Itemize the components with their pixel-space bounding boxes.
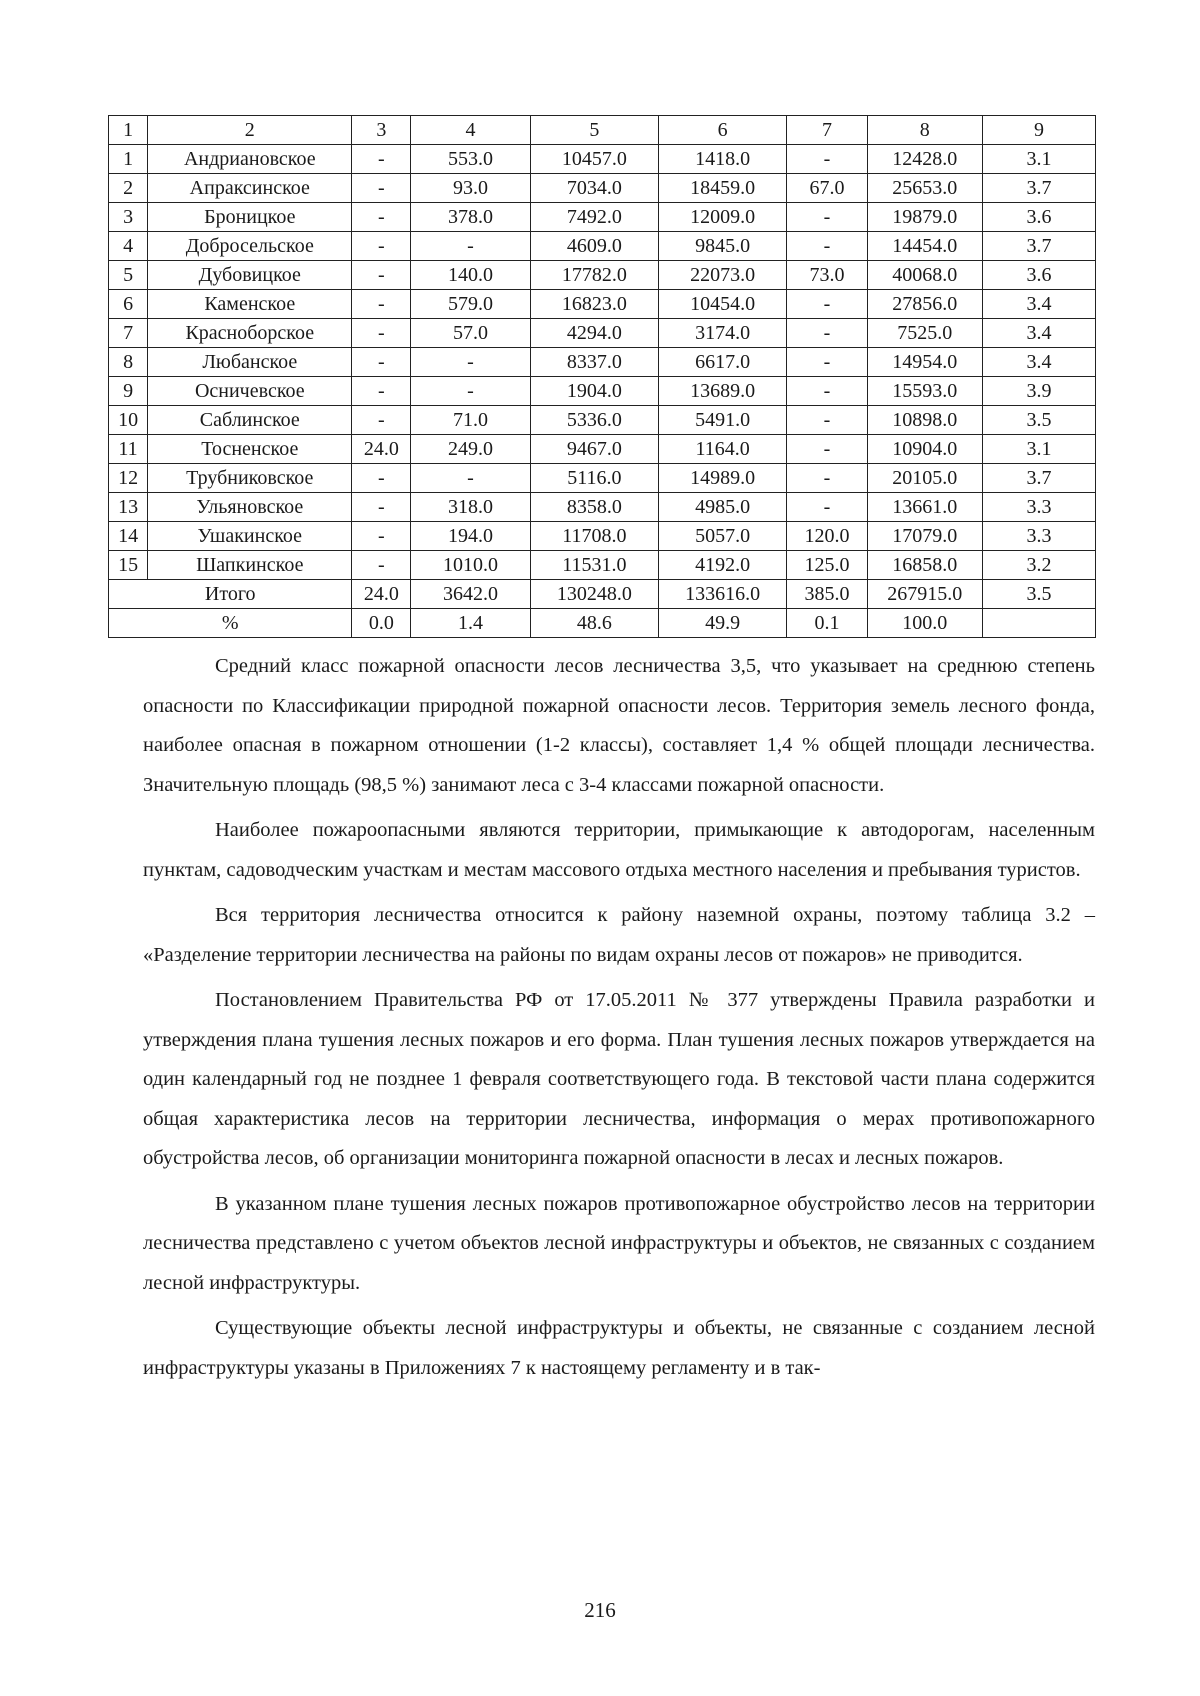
table-cell: 4609.0 — [530, 232, 658, 261]
table-cell: 3.2 — [982, 551, 1095, 580]
table-cell: 67.0 — [787, 174, 867, 203]
table-cell: 17079.0 — [867, 522, 982, 551]
table-cell: - — [352, 319, 411, 348]
district-name-cell: Шапкинское — [148, 551, 352, 580]
table-cell: 10 — [109, 406, 148, 435]
table-cell: 3.6 — [982, 203, 1095, 232]
total-cell: 24.0 — [352, 580, 411, 609]
table-cell: 3.1 — [982, 145, 1095, 174]
header-cell: 2 — [148, 116, 352, 145]
table-row — [109, 232, 1096, 261]
table-cell: - — [787, 232, 867, 261]
table-cell: - — [411, 348, 531, 377]
table-cell: 120.0 — [787, 522, 867, 551]
table-cell: - — [352, 551, 411, 580]
table-cell: 11708.0 — [530, 522, 658, 551]
table-cell: 8358.0 — [530, 493, 658, 522]
table-cell: - — [352, 174, 411, 203]
total-cell: 3642.0 — [411, 580, 531, 609]
district-name-cell: Апраксинское — [148, 174, 352, 203]
table-row — [109, 551, 1096, 580]
table-cell: 27856.0 — [867, 290, 982, 319]
table-cell: 14989.0 — [658, 464, 786, 493]
district-name-cell: Осничевское — [148, 377, 352, 406]
page-number: 216 — [584, 1598, 616, 1622]
table-cell: 3.7 — [982, 232, 1095, 261]
table-row — [109, 203, 1096, 232]
table-cell: - — [352, 261, 411, 290]
district-name-cell: Броницкое — [148, 203, 352, 232]
table-cell: 4 — [109, 232, 148, 261]
table-cell: 1010.0 — [411, 551, 531, 580]
table-cell: 3174.0 — [658, 319, 786, 348]
table-cell: 5057.0 — [658, 522, 786, 551]
district-name-cell: Трубниковское — [148, 464, 352, 493]
table-cell: 25653.0 — [867, 174, 982, 203]
district-name-cell: Дубовицкое — [148, 261, 352, 290]
paragraph: Постановлением Правительства РФ от 17.05.2011 № 377 утверждены Правила разработки и утверждения плана тушения лесных пожаров и его форма. План тушения лесных пожаров утверждается на один календарный год не позднее 1 февраля соответствующего года. В текстовой части плана содержится общая характеристика лесов на территории лесничества, информация о мерах противопожарного обустройства лесов, об организации мониторинга пожарной опасности в лесах и лесных пожаров. — [143, 989, 1095, 1169]
table-row — [109, 377, 1096, 406]
table-cell: - — [787, 290, 867, 319]
table-cell: 1 — [109, 145, 148, 174]
table-row — [109, 435, 1096, 464]
district-name-cell: Ушакинское — [148, 522, 352, 551]
table-cell: 8 — [109, 348, 148, 377]
table-cell: 12 — [109, 464, 148, 493]
table-cell: 15 — [109, 551, 148, 580]
table-percent-row — [109, 609, 1096, 638]
table-cell: 3.4 — [982, 290, 1095, 319]
table-cell: 13661.0 — [867, 493, 982, 522]
table-cell: 7492.0 — [530, 203, 658, 232]
table-cell: 16858.0 — [867, 551, 982, 580]
table-cell: 14954.0 — [867, 348, 982, 377]
table-cell: 18459.0 — [658, 174, 786, 203]
percent-cell: 1.4 — [411, 609, 531, 638]
header-cell: 5 — [530, 116, 658, 145]
table-cell: 6 — [109, 290, 148, 319]
total-cell: 130248.0 — [530, 580, 658, 609]
table-cell: 10457.0 — [530, 145, 658, 174]
table-cell: 11 — [109, 435, 148, 464]
table-cell: 3 — [109, 203, 148, 232]
table-cell: - — [787, 203, 867, 232]
percent-cell — [982, 609, 1095, 638]
header-cell: 1 — [109, 116, 148, 145]
table-cell: 71.0 — [411, 406, 531, 435]
table-cell: 3.4 — [982, 319, 1095, 348]
table-cell: 57.0 — [411, 319, 531, 348]
table-cell: 125.0 — [787, 551, 867, 580]
table-cell: - — [352, 522, 411, 551]
district-name-cell: Андриановское — [148, 145, 352, 174]
table-cell: 3.9 — [982, 377, 1095, 406]
table-cell: - — [787, 145, 867, 174]
body-text — [143, 647, 1095, 1388]
table-cell: 7034.0 — [530, 174, 658, 203]
header-cell: 7 — [787, 116, 867, 145]
table-cell: 3.7 — [982, 174, 1095, 203]
table-cell: 9845.0 — [658, 232, 786, 261]
table-cell: - — [352, 232, 411, 261]
district-name-cell: Добросельское — [148, 232, 352, 261]
table-cell: - — [787, 435, 867, 464]
district-name-cell: Любанское — [148, 348, 352, 377]
header-cell: 8 — [867, 116, 982, 145]
table-cell: 40068.0 — [867, 261, 982, 290]
table-cell: 13 — [109, 493, 148, 522]
table-cell: 3.3 — [982, 493, 1095, 522]
table-cell: - — [352, 464, 411, 493]
table-cell: 3.7 — [982, 464, 1095, 493]
table-cell: 5116.0 — [530, 464, 658, 493]
table-cell: 4192.0 — [658, 551, 786, 580]
total-cell: 133616.0 — [658, 580, 786, 609]
table-cell: 249.0 — [411, 435, 531, 464]
table-cell: - — [787, 319, 867, 348]
table-cell: - — [352, 377, 411, 406]
table-row — [109, 348, 1096, 377]
table-cell: 5 — [109, 261, 148, 290]
table-cell: 9467.0 — [530, 435, 658, 464]
table-cell: - — [787, 406, 867, 435]
paragraph: Средний класс пожарной опасности лесов лесничества 3,5, что указывает на среднюю степень опасности по Классификации природной пожарной опасности лесов. Территория земель лесного фонда, наиболее опасная в пожарном отношении (1-2 классы), составляет 1,4 % общей площади лесничества. Значительную площадь (98,5 %) занимают леса с 3-4 классами пожарной опасности. — [143, 655, 1095, 796]
table-cell: 11531.0 — [530, 551, 658, 580]
paragraph: В указанном плане тушения лесных пожаров противопожарное обустройство лесов на территории лесничества представлено с учетом объектов лесной инфраструктуры и объектов, не связанных с созданием лесной инфраструктуры. — [143, 1192, 1095, 1294]
table-cell: 4985.0 — [658, 493, 786, 522]
table-cell: - — [352, 203, 411, 232]
table-cell: 10904.0 — [867, 435, 982, 464]
table-row — [109, 319, 1096, 348]
table-cell: - — [352, 290, 411, 319]
district-name-cell: Красноборское — [148, 319, 352, 348]
table-cell: 1418.0 — [658, 145, 786, 174]
table-cell: 13689.0 — [658, 377, 786, 406]
table-cell: 73.0 — [787, 261, 867, 290]
table-cell: 1904.0 — [530, 377, 658, 406]
total-label: Итого — [109, 580, 352, 609]
table-cell: 12009.0 — [658, 203, 786, 232]
table-cell: 10898.0 — [867, 406, 982, 435]
table-cell: 10454.0 — [658, 290, 786, 319]
table-cell: - — [787, 348, 867, 377]
percent-cell: 48.6 — [530, 609, 658, 638]
table-row — [109, 261, 1096, 290]
percent-cell: 0.1 — [787, 609, 867, 638]
table-total-row — [109, 580, 1096, 609]
percent-label: % — [109, 609, 352, 638]
district-name-cell: Тосненское — [148, 435, 352, 464]
percent-cell: 0.0 — [352, 609, 411, 638]
district-name-cell: Ульяновское — [148, 493, 352, 522]
table-cell: 553.0 — [411, 145, 531, 174]
table-row — [109, 406, 1096, 435]
table-header-row — [109, 116, 1096, 145]
table-cell: 1164.0 — [658, 435, 786, 464]
table-cell: 7 — [109, 319, 148, 348]
table-cell: 12428.0 — [867, 145, 982, 174]
table-cell: - — [352, 145, 411, 174]
table-row — [109, 145, 1096, 174]
table-cell: 6617.0 — [658, 348, 786, 377]
table-row — [109, 290, 1096, 319]
table-cell: 14 — [109, 522, 148, 551]
district-name-cell: Саблинское — [148, 406, 352, 435]
table-cell: 4294.0 — [530, 319, 658, 348]
table-cell: 8337.0 — [530, 348, 658, 377]
table-cell: 140.0 — [411, 261, 531, 290]
table-cell: 19879.0 — [867, 203, 982, 232]
table-cell: - — [411, 232, 531, 261]
table-cell: 318.0 — [411, 493, 531, 522]
header-cell: 4 — [411, 116, 531, 145]
table-cell: 2 — [109, 174, 148, 203]
total-cell: 385.0 — [787, 580, 867, 609]
table-cell: 378.0 — [411, 203, 531, 232]
table-cell: - — [787, 493, 867, 522]
table-cell: - — [352, 406, 411, 435]
table-cell: 22073.0 — [658, 261, 786, 290]
table-row — [109, 174, 1096, 203]
table-cell: 579.0 — [411, 290, 531, 319]
header-cell: 6 — [658, 116, 786, 145]
table-cell: 7525.0 — [867, 319, 982, 348]
percent-cell: 49.9 — [658, 609, 786, 638]
table-cell: 14454.0 — [867, 232, 982, 261]
table-cell: - — [352, 493, 411, 522]
paragraph: Существующие объекты лесной инфраструктуры и объекты, не связанные с созданием лесной инфраструктуры указаны в Приложениях 7 к настоящему регламенту и в так- — [143, 1317, 1095, 1379]
table-row — [109, 464, 1096, 493]
header-cell: 9 — [982, 116, 1095, 145]
total-cell: 267915.0 — [867, 580, 982, 609]
table-cell: - — [787, 464, 867, 493]
table-cell: 17782.0 — [530, 261, 658, 290]
table-cell: 16823.0 — [530, 290, 658, 319]
table-cell: 20105.0 — [867, 464, 982, 493]
table-cell: 3.5 — [982, 406, 1095, 435]
table-cell: 3.4 — [982, 348, 1095, 377]
table-cell: - — [411, 377, 531, 406]
table-cell: 5336.0 — [530, 406, 658, 435]
paragraph: Наиболее пожароопасными являются территории, примыкающие к автодорогам, населенным пунктам, садоводческим участкам и местам массового отдыха местного населения и пребывания туристов. — [143, 819, 1095, 881]
total-cell: 3.5 — [982, 580, 1095, 609]
table-cell: - — [352, 348, 411, 377]
district-name-cell: Каменское — [148, 290, 352, 319]
table-cell: 15593.0 — [867, 377, 982, 406]
table-cell: 3.1 — [982, 435, 1095, 464]
header-cell: 3 — [352, 116, 411, 145]
fire-hazard-table — [108, 115, 1096, 638]
table-row — [109, 522, 1096, 551]
table-cell: 93.0 — [411, 174, 531, 203]
table-cell: - — [787, 377, 867, 406]
table-cell: 24.0 — [352, 435, 411, 464]
table-cell: 5491.0 — [658, 406, 786, 435]
table-cell: 9 — [109, 377, 148, 406]
paragraph: Вся территория лесничества относится к району наземной охраны, поэтому таблица 3.2 – «Разделение территории лесничества на районы по видам охраны лесов от пожаров» не приводится. — [143, 904, 1095, 966]
table-cell: 3.6 — [982, 261, 1095, 290]
percent-cell: 100.0 — [867, 609, 982, 638]
table-row — [109, 493, 1096, 522]
table-cell: 3.3 — [982, 522, 1095, 551]
table-cell: - — [411, 464, 531, 493]
table-cell: 194.0 — [411, 522, 531, 551]
